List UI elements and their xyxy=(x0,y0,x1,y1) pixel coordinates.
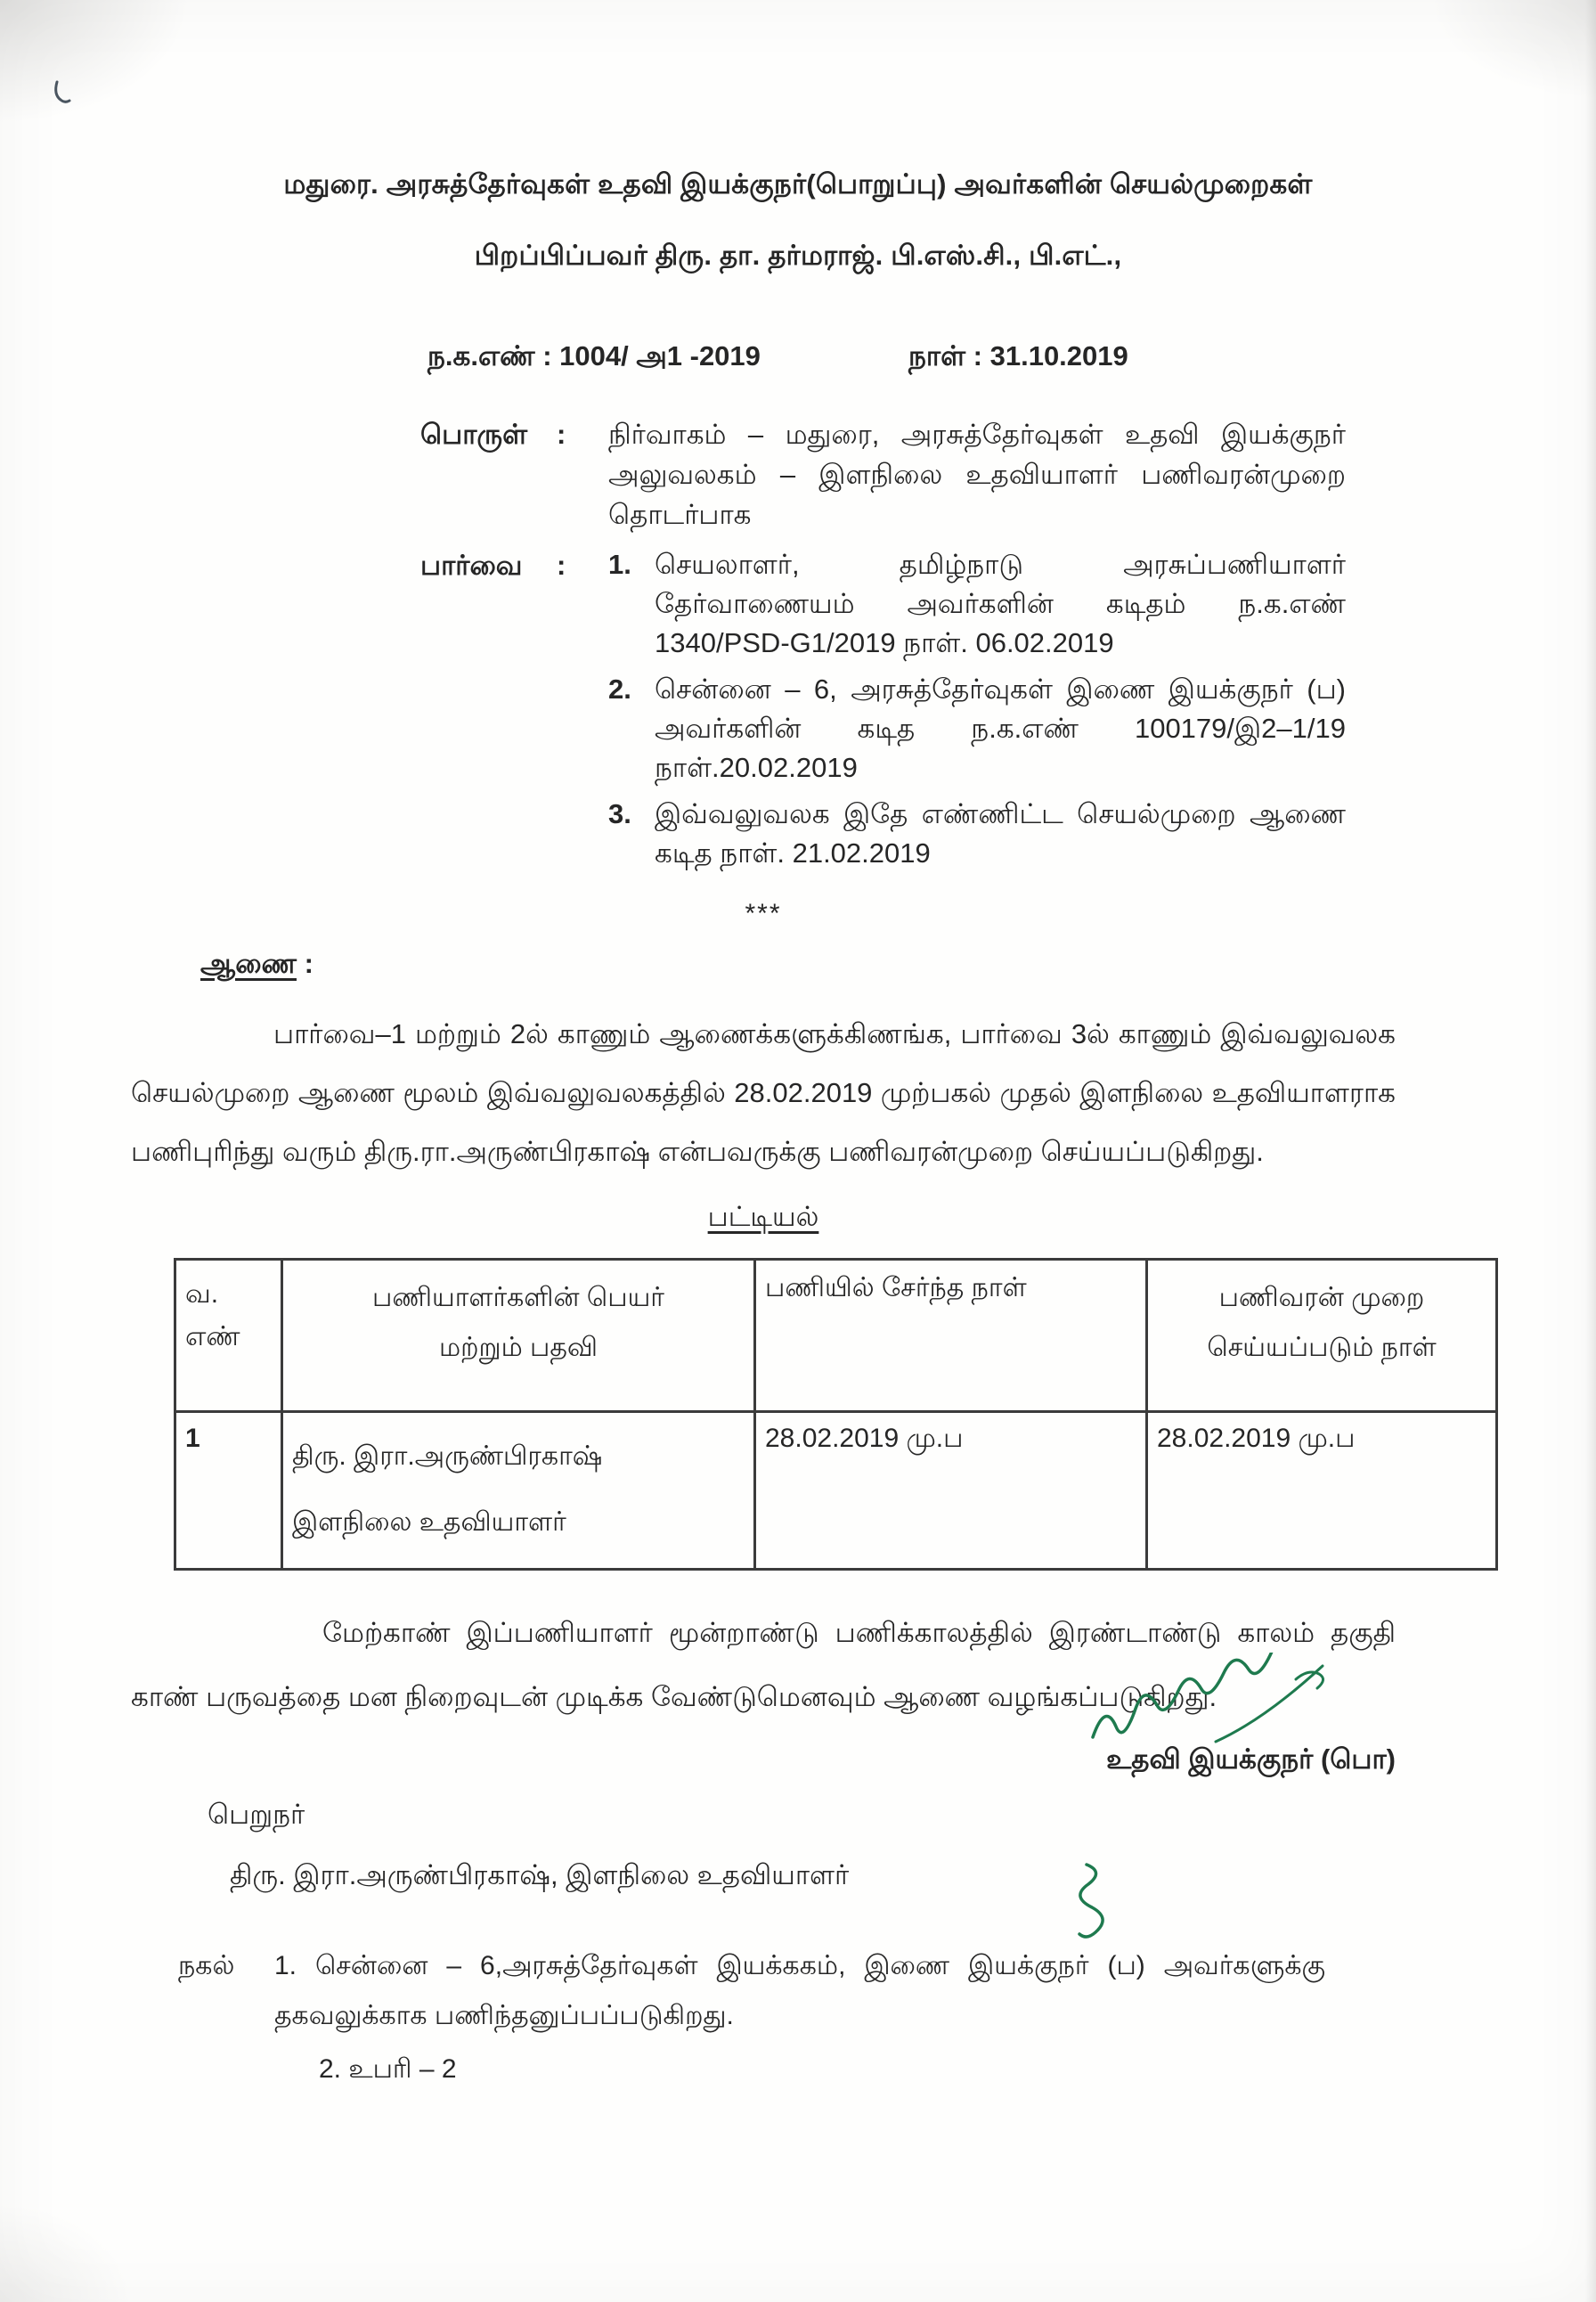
reference-item xyxy=(608,545,1346,663)
copies-block xyxy=(178,1941,1596,2094)
recipient-name: திரு. இரா.அருண்பிரகாஷ், இளநிலை உதவியாளர் xyxy=(230,1859,850,1890)
header-serial-number xyxy=(175,1260,282,1412)
schedule-heading-text: பட்டியல் xyxy=(707,1201,819,1232)
subject-text: நிர்வாகம் – மதுரை, அரசுத்தேர்வுகள் உதவி இயக்குநர் அலுவலகம் – இளநிலை உதவியாளர் பணிவரன்முறை தொடர்பாக xyxy=(608,419,1346,530)
copy-item: 2. உபரி – 2 xyxy=(319,2054,457,2084)
document-title-line1: மதுரை. அரசுத்தேர்வுகள் உதவி இயக்குநர்(பொறுப்பு) அவர்களின் செயல்முறைகள் xyxy=(283,168,1313,200)
order-heading-colon: : xyxy=(297,948,314,979)
schedule-heading xyxy=(131,1197,1396,1237)
table-data-row xyxy=(175,1412,1497,1570)
copies-list xyxy=(274,1941,1325,2094)
scan-shadow-bottom-left xyxy=(0,2195,142,2302)
header-joining-date xyxy=(755,1260,1147,1412)
subject-colon: : xyxy=(557,419,566,450)
closing-paragraph: மேற்காண் இப்பணியாளர் மூன்றாண்டு பணிக்காலத்தில் இரண்டாண்டு காலம் தகுதி காண் பருவத்தை மன நிறைவுடன் முடிக்க வேண்டுமெனவும் ஆணை வழங்கப்படுகிறது. xyxy=(131,1617,1396,1712)
reference-number-line xyxy=(428,337,1596,376)
table-header-row xyxy=(175,1260,1497,1412)
header-regularization-line2: செய்யப்படும் நாள் xyxy=(1207,1333,1437,1362)
subject-label: பொருள் xyxy=(420,419,528,450)
copy-item: 1. சென்னை – 6,அரசுத்தேர்வுகள் இயக்ககம், இணை இயக்குநர் (ப) அவர்களுக்கு தகவலுக்காக பணிந்தனுப்பப்படுகிறது. xyxy=(274,1951,1325,2030)
subject-row xyxy=(420,414,1596,535)
header-employee-line2: மற்றும் பதவி xyxy=(438,1333,598,1362)
signature-initial xyxy=(1060,1857,1113,1942)
reference-item-number: 1. xyxy=(608,549,631,580)
header-regularization-date xyxy=(1147,1260,1497,1412)
header-regularization-line1: பணிவரன் முறை xyxy=(1218,1283,1425,1312)
cell-joining-date: 28.02.2019 மு.ப xyxy=(755,1412,1147,1570)
reference-label: பார்வை xyxy=(420,550,523,581)
reference-item xyxy=(608,795,1346,873)
reference-row xyxy=(420,545,1596,880)
pen-mark-icon xyxy=(46,78,78,114)
header-joining-text: பணியில் சேர்ந்த நாள் xyxy=(765,1273,1027,1302)
cell-employee-designation: இளநிலை உதவியாளர் xyxy=(292,1507,566,1537)
reference-item xyxy=(608,670,1346,788)
cell-employee-name xyxy=(282,1412,755,1570)
document-date: நாள் : 31.10.2019 xyxy=(908,340,1128,371)
cell-regularization-date: 28.02.2019 மு.ப xyxy=(1147,1412,1497,1570)
scan-shadow-top-right xyxy=(1418,0,1596,107)
order-heading xyxy=(200,944,1596,984)
header-serial-line1: வ. xyxy=(185,1279,219,1309)
scan-shadow-right-edge xyxy=(1585,0,1596,2302)
reference-item-number: 2. xyxy=(608,673,631,705)
header-employee-line1: பணியாளர்களின் பெயர் xyxy=(372,1283,664,1312)
signature xyxy=(1082,1653,1340,1764)
header-serial-line2: எண் xyxy=(185,1322,240,1351)
order-paragraph: பார்வை–1 மற்றும் 2ல் காணும் ஆணைக்களுக்கிணங்க, பார்வை 3ல் காணும் இவ்வலுவலக செயல்முறை ஆணை மூலம் இவ்வலுவலகத்தில் 28.02.2019 முற்பகல் முதல் இளநிலை உதவியாளராக பணிபுரிந்து வரும் திரு.ரா.அருண்பிரகாஷ் என்பவருக்கு பணிவரன்முறை செய்யப்படுகிறது. xyxy=(131,1018,1396,1167)
reference-colon: : xyxy=(557,550,566,581)
document-title-line2: பிறப்பிப்பவர் திரு. தா. தர்மராஜ். பி.எஸ்.சி., பி.எட்., xyxy=(474,240,1122,271)
signatory-designation: உதவி இயக்குநர் (பொ) xyxy=(1106,1743,1396,1775)
copies-label: நகல் xyxy=(178,1951,235,1980)
reference-number: ந.க.எண் : 1004/ அ1 -2019 xyxy=(428,340,761,371)
section-separator: *** xyxy=(745,899,782,928)
cell-employee-name-line1: திரு. இரா.அருண்பிரகாஷ் xyxy=(292,1441,603,1471)
cell-serial-number: 1 xyxy=(175,1412,282,1570)
reference-item-text: சென்னை – 6, அரசுத்தேர்வுகள் இணை இயக்குநர் (ப) அவர்களின் கடித ந.க.எண் 100179/இ2–1/19 நாள்.20.02.2019 xyxy=(655,673,1346,783)
order-heading-text: ஆணை xyxy=(200,948,297,979)
reference-item-number: 3. xyxy=(608,798,631,829)
recipient-label: பெறுநர் xyxy=(208,1799,305,1830)
scan-shadow-top-left xyxy=(0,0,205,134)
reference-list xyxy=(608,545,1346,880)
reference-item-text: இவ்வலுவலக இதே எண்ணிட்ட செயல்முறை ஆணை கடித நாள். 21.02.2019 xyxy=(655,798,1346,869)
header-employee-name xyxy=(282,1260,755,1412)
schedule-table xyxy=(174,1258,1498,1571)
reference-item-text: செயலாளர், தமிழ்நாடு அரசுப்பணியாளர் தேர்வாணையம் அவர்களின் கடிதம் ந.க.எண் 1340/PSD-G1/2019 நாள். 06.02.2019 xyxy=(655,549,1346,658)
